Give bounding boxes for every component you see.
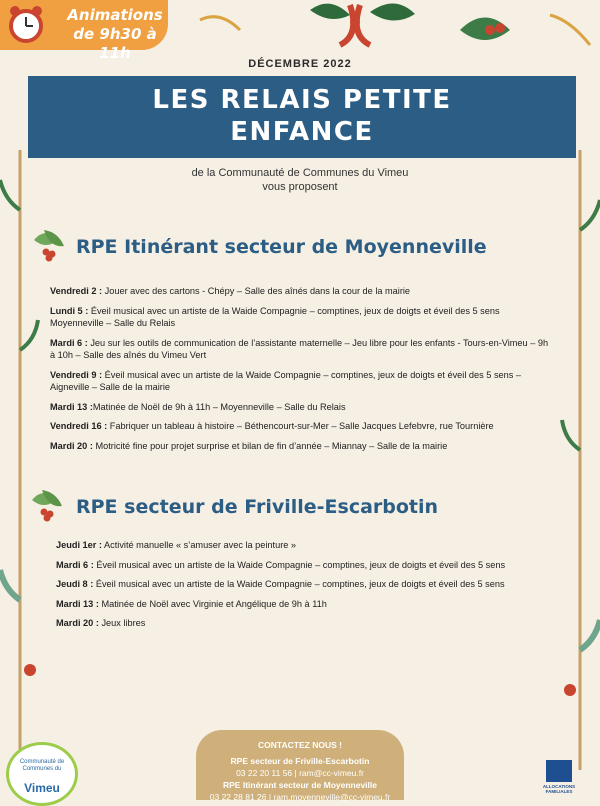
caf-logo bbox=[540, 760, 578, 800]
event-day: Vendredi 2 : bbox=[50, 286, 103, 296]
contact-label-friville: RPE secteur de Friville-Escarbotin bbox=[230, 756, 370, 766]
event-day: Vendredi 9 : bbox=[50, 369, 103, 380]
title-line1: LES RELAIS PETITE bbox=[152, 85, 452, 115]
section-title-moyenneville: RPE Itinérant secteur de Moyenneville bbox=[76, 236, 487, 258]
list-item bbox=[50, 420, 550, 433]
contact-line-friville[interactable]: 03 22 20 11 56 | ram@cc-vimeu.fr bbox=[236, 768, 364, 778]
ccv-logo bbox=[6, 742, 78, 806]
branch-decoration-right bbox=[560, 150, 600, 770]
event-text: Éveil musical avec un artiste de la Waide Compagnie – comptines, jeux de doigts et éveil des 5 sens bbox=[93, 579, 505, 589]
event-list-moyenneville bbox=[50, 285, 550, 459]
event-day: Jeudi 1er : bbox=[56, 540, 102, 550]
list-item bbox=[50, 440, 550, 453]
event-day: Mardi 6 : bbox=[56, 559, 94, 570]
event-list-friville bbox=[56, 539, 556, 637]
list-item bbox=[56, 598, 556, 611]
event-day: Mardi 20 : bbox=[50, 440, 93, 451]
event-text: Matinée de Noël de 9h à 11h – Moyenneville – Salle du Relais bbox=[92, 401, 346, 412]
subtitle-line1: de la Communauté de Communes du Vimeu bbox=[191, 167, 409, 179]
list-item bbox=[56, 539, 556, 552]
holly-icon bbox=[30, 224, 68, 262]
contact-heading: CONTACTEZ NOUS ! bbox=[258, 740, 342, 750]
subtitle-line2: vous proposent bbox=[262, 181, 338, 193]
event-day: Lundi 5 : bbox=[50, 305, 89, 316]
list-item bbox=[50, 337, 550, 362]
event-day: Mardi 13 : bbox=[50, 401, 93, 412]
alarm-clock-icon bbox=[6, 4, 46, 44]
contact-line-moyenneville[interactable]: 03 22 28 81 26 | ram.moyenneville@cc-vimeu.fr bbox=[209, 792, 391, 802]
event-day: Jeudi 8 : bbox=[56, 579, 94, 589]
caf-logo-text: ALLOCATIONS FAMILIALES bbox=[542, 784, 576, 794]
event-day: Mardi 6 : bbox=[50, 337, 88, 348]
event-text: Jouer avec des cartons - Chépy – Salle des aînés dans la cour de la mairie bbox=[102, 286, 411, 296]
list-item bbox=[50, 369, 550, 394]
subtitle bbox=[0, 166, 600, 194]
ccv-logo-small-text: Communauté de Communes du bbox=[19, 759, 65, 772]
list-item bbox=[50, 401, 550, 414]
holly-icon bbox=[28, 484, 66, 522]
event-text: Activité manuelle « s’amuser avec la peinture » bbox=[101, 540, 297, 550]
event-text: Motricité fine pour projet surprise et bilan de fin d’année – Miannay – Salle de la mairie bbox=[92, 440, 448, 451]
event-text: Jeu sur les outils de communication de l’assistante maternelle – Jeu libre pour les enfants - Tours-en-Vimeu – 9h à 10h – Salle des aînés du Vimeu Vert bbox=[50, 337, 549, 360]
event-text: Éveil musical avec un artiste de la Waide Compagnie – comptines, jeux de doigts et éveil des 5 sens bbox=[93, 559, 506, 570]
contact-box bbox=[196, 730, 404, 800]
schedule-badge bbox=[0, 0, 168, 62]
event-day: Mardi 20 : bbox=[56, 618, 99, 628]
badge-line1: Animations bbox=[67, 6, 163, 24]
contact-label-moyenneville: RPE Itinérant secteur de Moyenneville bbox=[223, 780, 377, 790]
list-item bbox=[50, 285, 550, 298]
page-title bbox=[28, 84, 576, 148]
event-text: Matinée de Noël avec Virginie et Angélique de 9h à 11h bbox=[98, 598, 327, 609]
caf-logo-mark bbox=[546, 760, 572, 782]
title-line2: ENFANCE bbox=[230, 117, 374, 147]
event-day: Vendredi 16 : bbox=[50, 421, 108, 431]
list-item bbox=[56, 578, 556, 591]
event-day: Mardi 13 : bbox=[56, 598, 99, 609]
month-label: DÉCEMBRE 2022 bbox=[248, 58, 352, 70]
ccv-logo-big-text: Vimeu bbox=[24, 781, 60, 795]
badge-text bbox=[60, 6, 170, 63]
list-item bbox=[50, 305, 550, 330]
badge-line2: de 9h30 à 11h bbox=[73, 25, 157, 62]
event-text: Éveil musical avec un artiste de la Waide Compagnie – comptines, jeux de doigts et éveil des 5 sens – Aigneville – Salle de la mairie bbox=[50, 369, 522, 392]
event-text: Jeux libres bbox=[98, 618, 146, 628]
event-text: Éveil musical avec un artiste de la Waide Compagnie – comptines, jeux de doigts et éveil des 5 sens Moyenneville – Salle du Relais bbox=[50, 305, 500, 328]
section-title-friville: RPE secteur de Friville-Escarbotin bbox=[76, 496, 439, 518]
list-item bbox=[56, 617, 556, 630]
event-text: Fabriquer un tableau à histoire – Béthencourt-sur-Mer – Salle Jacques Lefebvre, rue Tournière bbox=[107, 421, 494, 431]
list-item bbox=[56, 559, 556, 572]
